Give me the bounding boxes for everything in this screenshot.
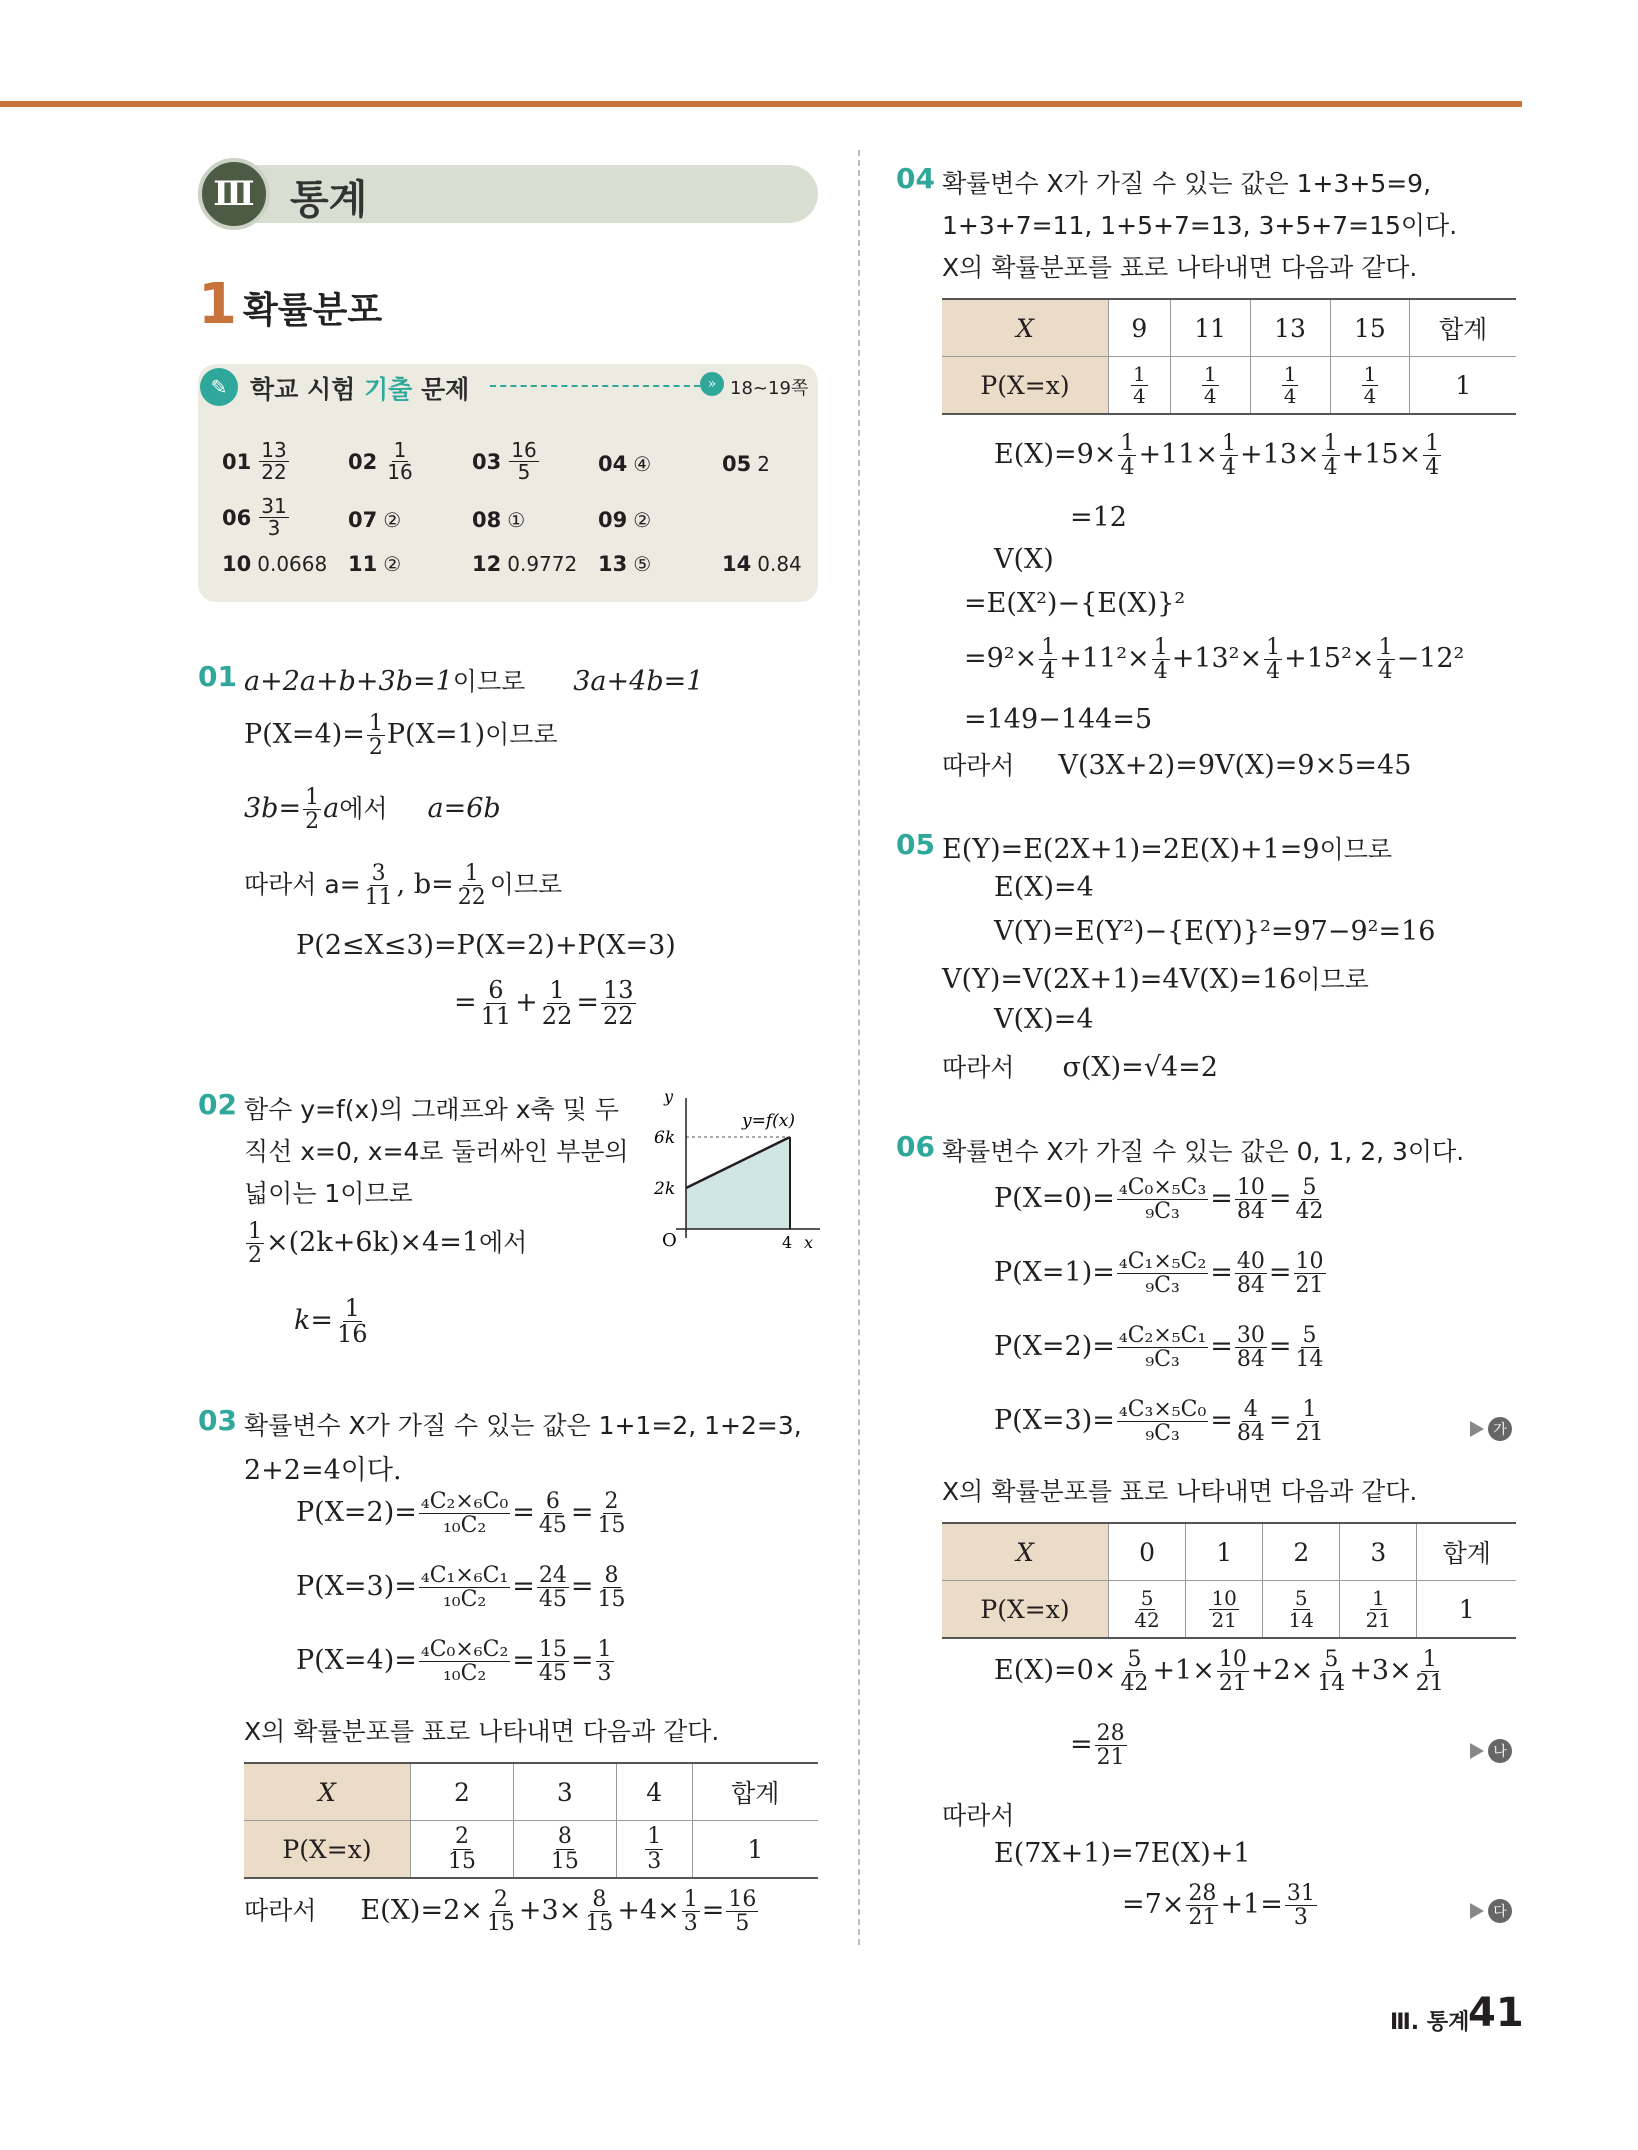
pencil-note-icon: ✎ [200,368,238,406]
p03-line1: 확률변수 X가 가질 수 있는 값은 1+1=2, 1+2=3, [244,1411,802,1440]
page-number: 41 [1468,1990,1524,2036]
x-axis-label: x [804,1233,814,1250]
top-rule [0,101,1522,107]
answer-item: 02 $\frac{1}{16}$ [348,438,413,484]
p06-prob-row: P(X=1)= $\frac{\text{₄C₁×₅C₂}}{\text{₉C₃}}$ = $\frac{40}{84}$ = $\frac{10}{21}$ [994,1249,1324,1299]
p04-v-label: V(X) [994,544,1054,575]
footer-chapter-label: Ⅲ. 통계 [1390,2010,1470,2035]
p04-final: 따라서 V(3X+2)=9V(X)=9×5=45 [942,750,1412,781]
p06-table-caption: X의 확률분포를 표로 나타내면 다음과 같다. [942,1477,1418,1506]
section-title: 확률분포 [243,290,383,331]
p01-line2: P(X=4)= $\frac{1}{2}$ P(X=1)이므로 [244,711,558,761]
p01-line5: P(2≤X≤3)=P(X=2)+P(X=3) [296,930,676,961]
table-cell: $\frac{5}{14}$ [1263,1581,1340,1639]
p06-prob-row: P(X=2)= $\frac{\text{₄C₂×₅C₁}}{\text{₉C₃}}$ = $\frac{30}{84}$ = $\frac{5}{14}$ [994,1323,1324,1373]
table-header-sum: 합계 [1417,1523,1516,1581]
table-header-p: P(X=x) [942,1581,1109,1639]
table-cell: 2 [1263,1523,1340,1581]
table-cell: $\frac{1}{3}$ [616,1821,692,1879]
problem-number: 02 [198,1088,237,1121]
table-cell: $\frac{1}{4}$ [1109,357,1171,415]
p01-line3: 3b= $\frac{1}{2}$ a에서 a=6b [244,785,501,835]
function-label: y=f(x) [742,1111,795,1131]
y-tick-2k: 2k [654,1179,676,1199]
p05-final: 따라서 σ(X)=√4=2 [942,1052,1218,1083]
origin-label: O [662,1230,677,1250]
table-cell: 1 [1186,1523,1263,1581]
answer-item: 07 ② [348,508,402,532]
p06-prob-row: P(X=0)= $\frac{\text{₄C₀×₅C₃}}{\text{₉C₃}}$ = $\frac{10}{84}$ = $\frac{5}{42}$ [994,1175,1324,1225]
answer-item: 14 0.84 [722,552,802,576]
p04-line1: 확률변수 X가 가질 수 있는 값은 1+3+5=9, [942,169,1432,198]
p01-line1: a+2a+b+3b=1이므로 3a+4b=1 [244,666,704,697]
double-chevron-icon: » [700,372,724,396]
p06-prob-row: P(X=3)= $\frac{\text{₄C₃×₅C₀}}{\text{₉C₃}}$ = $\frac{4}{84}$ = $\frac{1}{21}$ [994,1397,1324,1447]
p05-line4: V(Y)=V(2X+1)=4V(X)=16이므로 [942,964,1369,995]
p06-distribution-table [942,1522,1516,1639]
p04-v-result: =149−144=5 [964,704,1153,735]
play-triangle-icon [1470,1743,1484,1759]
table-cell: 1 [1417,1581,1516,1639]
table-cell: 3 [513,1763,616,1821]
table-cell: 4 [616,1763,692,1821]
answer-item: 11 ② [348,552,402,576]
marker-ga: 가 [1488,1417,1512,1441]
table-cell: $\frac{5}{42}$ [1109,1581,1186,1639]
y-tick-6k: 6k [654,1128,676,1148]
p06-then: 따라서 [942,1801,1015,1830]
p06-final-calc: =7× $\frac{28}{21}$ +1= $\frac{31}{3}$ [1122,1881,1315,1931]
p02-line1: 함수 y=f(x)의 그래프와 x축 및 두 [244,1095,619,1124]
table-header-sum: 합계 [692,1763,818,1821]
answer-item: 13 ⑤ [598,552,652,576]
p02-line5: k= $\frac{1}{16}$ [294,1294,368,1349]
table-cell: $\frac{2}{15}$ [411,1821,514,1879]
chapter-numeral: Ⅲ [198,158,270,230]
problem-number: 01 [198,660,237,693]
p05-line3: V(Y)=E(Y²)−{E(Y)}²=97−9²=16 [994,916,1436,947]
p03-table-caption: X의 확률분포를 표로 나타내면 다음과 같다. [244,1717,720,1746]
table-header-x: X [942,299,1109,357]
play-triangle-icon [1470,1903,1484,1919]
table-cell: $\frac{1}{4}$ [1250,357,1330,415]
table-cell: 13 [1250,299,1330,357]
answer-item: 01 $\frac{13}{22}$ [222,438,287,484]
table-cell: $\frac{8}{15}$ [513,1821,616,1879]
answer-item: 05 2 [722,452,770,476]
shaded-region [686,1137,790,1229]
table-cell: 1 [1410,357,1516,415]
problem-number: 05 [896,828,935,861]
answer-box-title: 학교 시험 기출 문제 [250,375,470,404]
p03-distribution-table [244,1762,818,1879]
table-cell: 11 [1170,299,1250,357]
x-tick-4: 4 [782,1233,793,1250]
table-cell: 3 [1340,1523,1417,1581]
answer-box-pages: 18~19쪽 [730,378,809,399]
table-cell: 15 [1330,299,1410,357]
answer-item: 06 $\frac{31}{3}$ [222,494,287,540]
problem-number: 06 [896,1130,935,1163]
column-divider [858,150,860,1945]
dashed-connector [490,385,700,387]
chapter-title: 통계 [290,177,368,223]
answer-item: 03 $\frac{16}{5}$ [472,438,537,484]
p02-line3: 넓이는 1이므로 [244,1179,413,1208]
play-triangle-icon [1470,1421,1484,1437]
p04-e-result: =12 [1070,502,1127,533]
p06-expectation: E(X)=0× $\frac{5}{42}$ +1× $\frac{10}{21}$ +2× $\frac{5}{14}$ +3× $\frac{1}{21}$ [994,1647,1444,1697]
p04-line3: X의 확률분포를 표로 나타내면 다음과 같다. [942,253,1418,282]
answer-item: 12 0.9772 [472,552,578,576]
answer-item: 04 ④ [598,452,652,476]
answer-item: 09 ② [598,508,652,532]
table-cell: $\frac{10}{21}$ [1186,1581,1263,1639]
p01-line6: = $\frac{6}{11}$ + $\frac{1}{22}$ = $\frac{13}{22}$ [454,976,634,1031]
p03-line2: 2+2=4이다. [244,1455,402,1486]
marker-da: 다 [1488,1899,1512,1923]
p01-line4: 따라서 a= $\frac{3}{11}$ , b= $\frac{1}{22}$ 이므로 [244,861,563,911]
table-cell: $\frac{1}{4}$ [1330,357,1410,415]
p03-prob-row: P(X=2)= $\frac{\text{₄C₂×₆C₀}}{\text{₁₀C₂}}$ = $\frac{6}{45}$ = $\frac{2}{15}$ [296,1489,626,1539]
table-cell: 2 [411,1763,514,1821]
p06-final-formula: E(7X+1)=7E(X)+1 [994,1838,1251,1869]
answer-item: 10 0.0668 [222,552,328,576]
p04-v-calc: =9²× $\frac{1}{4}$ +11²× $\frac{1}{4}$ +13²× $\frac{1}{4}$ +15²× $\frac{1}{4}$ −12² [964,635,1465,685]
table-header-x: X [942,1523,1109,1581]
table-header-x: X [244,1763,411,1821]
table-cell: 0 [1109,1523,1186,1581]
p04-v-formula: =E(X²)−{E(X)}² [964,588,1186,619]
p02-line2: 직선 x=0, x=4로 둘러싸인 부분의 [244,1137,629,1166]
table-cell: 9 [1109,299,1171,357]
problem-number: 04 [896,162,935,195]
answer-item: 08 ① [472,508,526,532]
y-axis-label: y [664,1088,674,1106]
p05-line1: E(Y)=E(2X+1)=2E(X)+1=9이므로 [942,834,1393,865]
table-cell: 1 [692,1821,818,1879]
section-number: 1 [198,272,237,337]
p03-prob-row: P(X=3)= $\frac{\text{₄C₁×₆C₁}}{\text{₁₀C₂}}$ = $\frac{24}{45}$ = $\frac{8}{15}$ [296,1563,626,1613]
p04-distribution-table [942,298,1516,415]
p03-final: 따라서 E(X)=2× $\frac{2}{15}$ +3× $\frac{8}{15}$ +4× $\frac{1}{3}$ = $\frac{16}{5}$ [244,1887,757,1937]
table-cell: $\frac{1}{4}$ [1170,357,1250,415]
table-header-p: P(X=x) [942,357,1109,415]
p02-graph [650,1088,830,1250]
table-header-p: P(X=x) [244,1821,411,1879]
p05-line5: V(X)=4 [994,1004,1094,1035]
p04-line2: 1+3+7=11, 1+5+7=13, 3+5+7=15이다. [942,211,1458,240]
table-cell: $\frac{1}{21}$ [1340,1581,1417,1639]
p06-line1: 확률변수 X가 가질 수 있는 값은 0, 1, 2, 3이다. [942,1137,1465,1166]
p02-line4: $\frac{1}{2}$ ×(2k+6k)×4=1에서 [248,1219,528,1269]
table-header-sum: 합계 [1410,299,1516,357]
p05-line2: E(X)=4 [994,872,1094,903]
problem-number: 03 [198,1404,237,1437]
p03-prob-row: P(X=4)= $\frac{\text{₄C₀×₆C₂}}{\text{₁₀C₂}}$ = $\frac{15}{45}$ = $\frac{1}{3}$ [296,1637,612,1687]
p04-expectation: E(X)=9× $\frac{1}{4}$ +11× $\frac{1}{4}$ +13× $\frac{1}{4}$ +15× $\frac{1}{4}$ [994,431,1440,481]
p06-e-result: = $\frac{28}{21}$ [1070,1721,1125,1771]
marker-na: 나 [1488,1739,1512,1763]
